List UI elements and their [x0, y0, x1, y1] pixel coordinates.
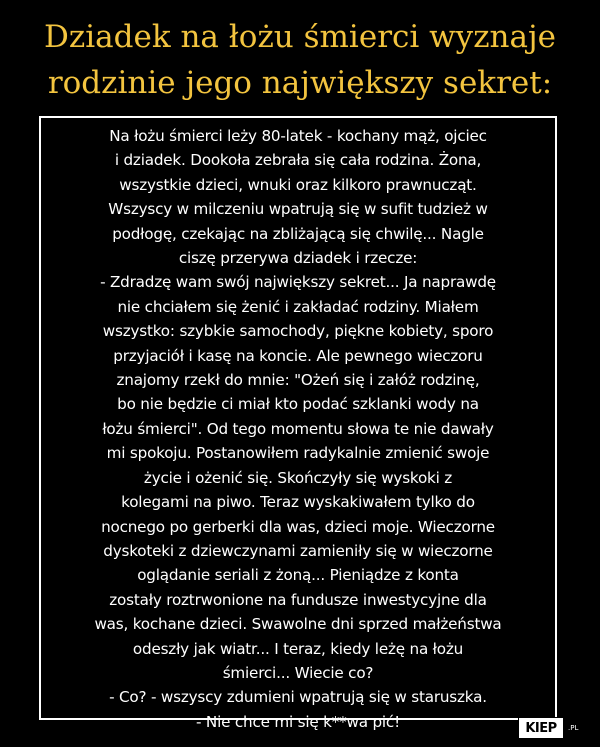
story-line: podłogę, czekając na zbliżającą się chwilę... Nagle	[112, 224, 484, 243]
story-line: wszystko: szybkie samochody, piękne kobiety, sporo	[102, 322, 494, 341]
story-line: łożu śmierci". Od tego momentu słowa te nie dawały	[102, 419, 494, 438]
story-line: - Nie chce mi się k**wa pić!	[196, 712, 400, 731]
meme-title	[10, 14, 590, 106]
story-line: kolegami na piwo. Teraz wyskakiwałem tylko do	[121, 493, 475, 512]
story-line: oglądanie seriali z żoną... Pieniądze z konta	[137, 566, 459, 585]
story-line: was, kochane dzieci. Swawolne dni sprzed małżeństwa	[94, 615, 502, 634]
story-line: odeszły jak wiatr... I teraz, kiedy leżę na łożu	[132, 639, 464, 658]
story-line: wszystkie dzieci, wnuki oraz kilkoro prawnucząt.	[119, 175, 477, 194]
story-line: nocnego po gerberki dla was, dzieci moje. Wieczorne	[101, 517, 495, 536]
story-line: bo nie będzie ci miał kto podać szklanki wody na	[117, 395, 479, 414]
story-line: - Co? - wszyscy zdumieni wpatrują się w staruszka.	[109, 688, 487, 707]
story-line: ciszę przerywa dziadek i rzecze:	[178, 249, 418, 268]
story-line: i dziadek. Dookoła zebrała się cała rodzina. Żona,	[114, 151, 482, 170]
story-line: przyjaciół i kasę na koncie. Ale pewnego wieczoru	[113, 346, 483, 365]
kiep-logo-suffix: .PL	[568, 724, 579, 732]
story-line: znajomy rzekł do mnie: "Ożeń się i załóż rodzinę,	[116, 371, 480, 390]
meme-title-line-1: Dziadek na łożu śmierci wyznaje	[44, 19, 556, 55]
story-line: zostały roztrwonione na fundusze inwestycyjne dla	[109, 590, 487, 609]
story-line: nie chciałem się żenić i zakładać rodziny. Miałem	[117, 297, 479, 316]
meme-title-line-2: rodzinie jego największy sekret:	[47, 65, 553, 101]
story-line: - Zdradzę wam swój największy sekret... Ja naprawdę	[100, 273, 496, 292]
story-line: śmierci... Wiecie co?	[222, 663, 374, 682]
kiep-logo-badge[interactable]	[518, 717, 564, 739]
story-line: mi spokoju. Postanowiłem radykalnie zmienić swoje	[106, 444, 490, 463]
kiep-logo-text: KIEP	[525, 720, 557, 736]
story-line: Wszyscy w milczeniu wpatrują się w sufit tudzież w	[108, 200, 488, 219]
story-line: Na łożu śmierci leży 80-latek - kochany mąż, ojciec	[109, 127, 487, 145]
story-line: dyskoteki z dziewczynami zamieniły się w wieczorne	[103, 541, 493, 560]
story-line: życie i ożenić się. Skończyły się wyskoki z	[143, 468, 453, 487]
